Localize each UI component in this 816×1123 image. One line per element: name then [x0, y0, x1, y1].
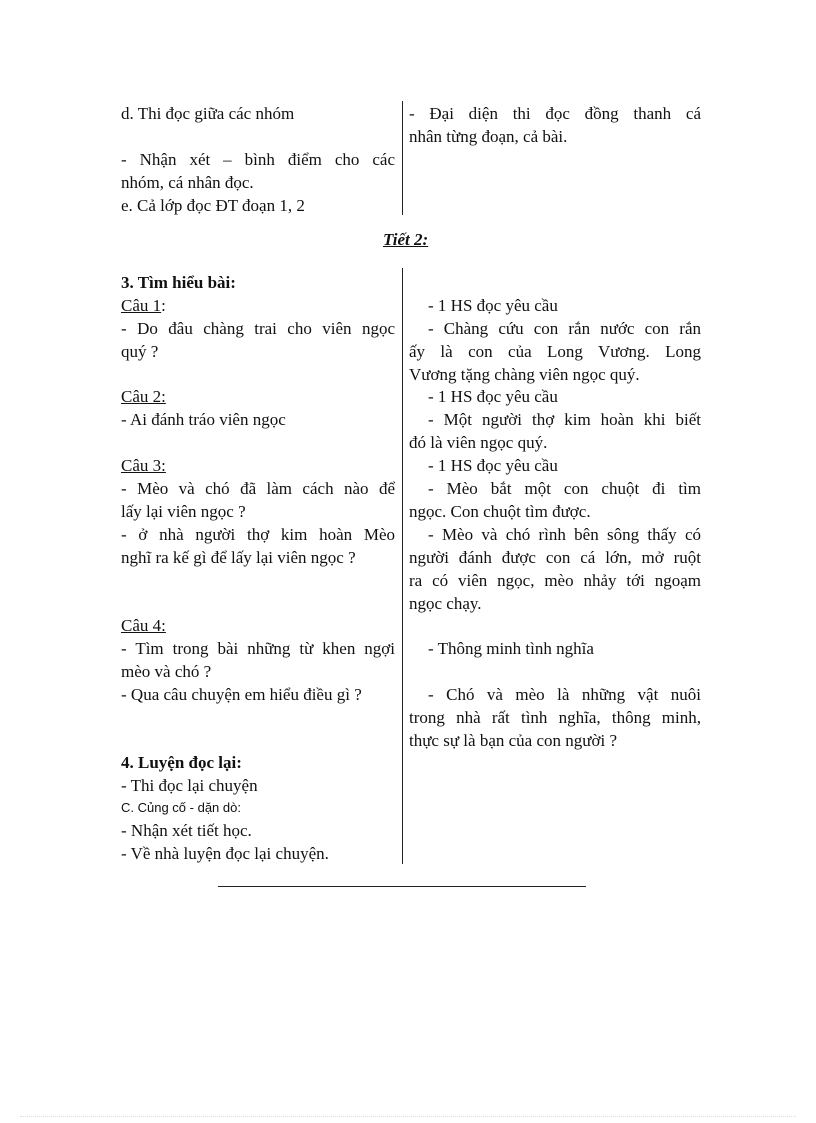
- column-divider-top: [402, 101, 403, 215]
- top-right-line-1: - Đại diện thi đọc đồng thanh cá: [409, 104, 701, 123]
- q2-line-1: - Ai đánh tráo viên ngọc: [121, 410, 286, 429]
- page-bottom-border: [20, 1116, 796, 1117]
- s4-line-1: - Thi đọc lại chuyện: [121, 776, 258, 795]
- item-d: d. Thi đọc giữa các nhóm: [121, 104, 295, 123]
- answer-r7-line-1: - Mèo và chó rình bên sông thấy có: [428, 525, 701, 544]
- c-line-2: - Về nhà luyện đọc lại chuyện.: [121, 844, 329, 863]
- q4b-line-1: - Qua câu chuyện em hiểu điều gì ?: [121, 685, 362, 704]
- q4a-line-2: mèo và chó ?: [121, 662, 212, 681]
- section-3-heading: 3. Tìm hiểu bài:: [121, 273, 236, 292]
- closing-rule: [218, 886, 586, 887]
- answer-r7-line-2: người đánh được con cá lớn, mở ruột: [409, 548, 701, 567]
- answer-r5: - 1 HS đọc yêu cầu: [428, 456, 558, 475]
- q1-line-2: quý ?: [121, 342, 159, 361]
- answer-r4-line-1: - Một người thợ kim hoàn khi biết: [428, 410, 701, 429]
- answer-r7-line-3: ra có viên ngọc, mèo nhảy tới ngoạm: [409, 571, 701, 590]
- question-1-colon: :: [161, 296, 166, 315]
- answer-r2-line-1: - Chàng cứu con rắn nước con rắn: [428, 319, 701, 338]
- question-4-label: Câu 4:: [121, 616, 166, 635]
- answer-r6-line-2: ngọc. Con chuột tìm được.: [409, 502, 591, 521]
- question-2-label: Câu 2:: [121, 387, 166, 406]
- q3b-line-2: nghĩ ra kế gì để lấy lại viên ngọc ?: [121, 548, 356, 567]
- question-1-label: [121, 295, 166, 317]
- answer-r9-line-2: trong nhà rất tình nghĩa, thông minh,: [409, 708, 701, 727]
- session-title: Tiết 2:: [383, 230, 429, 249]
- question-3-label: Câu 3:: [121, 456, 166, 475]
- item-e: e. Cả lớp đọc ĐT đoạn 1, 2: [121, 196, 305, 215]
- answer-r2-line-2: ấy là con của Long Vương. Long: [409, 342, 701, 361]
- section-c-heading: C. Củng cố - dặn dò:: [121, 800, 241, 815]
- answer-r2-line-3: Vương tặng chàng viên ngọc quý.: [409, 365, 640, 384]
- answer-r9-line-1: - Chó và mèo là những vật nuôi: [428, 685, 701, 704]
- answer-r9-line-3: thực sự là bạn của con người ?: [409, 731, 617, 750]
- review-line-1: - Nhận xét – bình điểm cho các: [121, 150, 395, 169]
- answer-r1: - 1 HS đọc yêu cầu: [428, 296, 558, 315]
- c-line-1: - Nhận xét tiết học.: [121, 821, 252, 840]
- answer-r6-line-1: - Mèo bắt một con chuột đi tìm: [428, 479, 701, 498]
- column-divider-main: [402, 268, 403, 864]
- q1-line-1: - Do đâu chàng trai cho viên ngọc: [121, 319, 395, 338]
- q3a-line-2: lấy lại viên ngọc ?: [121, 502, 246, 521]
- q3a-line-1: - Mèo và chó đã làm cách nào để: [121, 479, 395, 498]
- answer-r3: - 1 HS đọc yêu cầu: [428, 387, 558, 406]
- review-line-2: nhóm, cá nhân đọc.: [121, 173, 254, 192]
- section-4-heading: 4. Luyện đọc lại:: [121, 753, 242, 772]
- answer-r4-line-2: đó là viên ngọc quý.: [409, 433, 548, 452]
- top-right-line-2: nhân từng đoạn, cả bài.: [409, 127, 568, 146]
- q4a-line-1: - Tìm trong bài những từ khen ngợi: [121, 639, 395, 658]
- answer-r7-line-4: ngọc chạy.: [409, 594, 482, 613]
- question-1-text: Câu 1: [121, 296, 162, 315]
- answer-r8: - Thông minh tình nghĩa: [428, 639, 594, 658]
- q3b-line-1: - ở nhà người thợ kim hoàn Mèo: [121, 525, 395, 544]
